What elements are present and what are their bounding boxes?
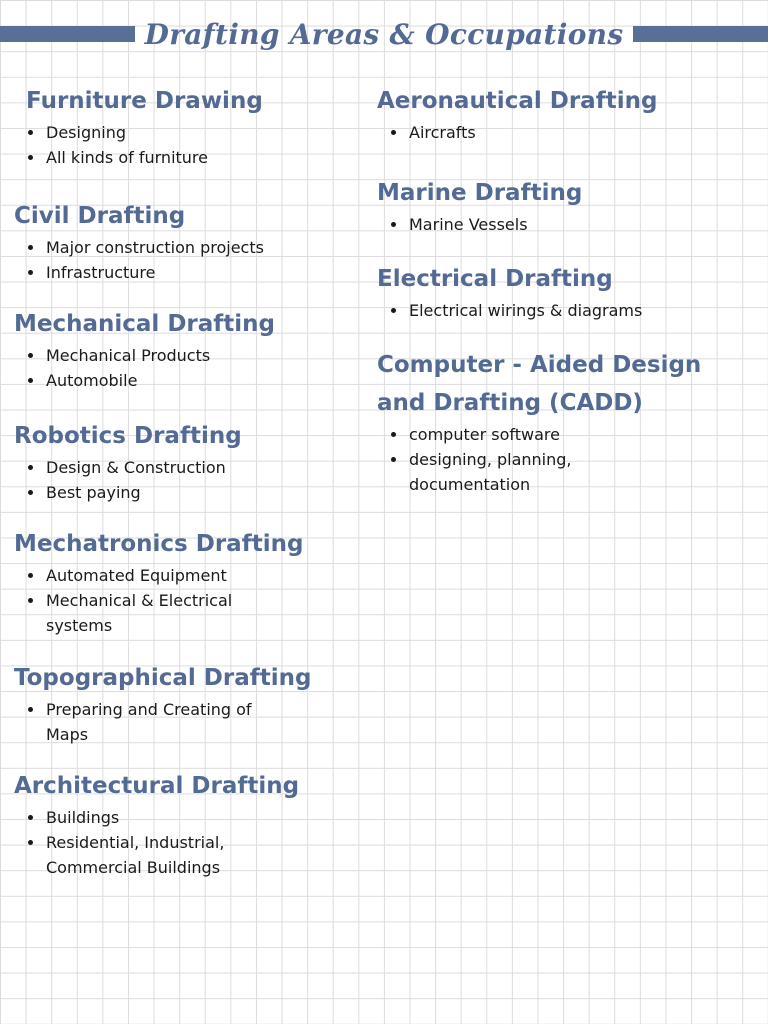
section-title-line-2: and Drafting (CADD) xyxy=(377,390,643,416)
list-item: Automated Equipment xyxy=(46,563,303,588)
section-list xyxy=(377,212,582,237)
section-marine-drafting xyxy=(377,174,582,237)
section-title: Electrical Drafting xyxy=(377,266,613,292)
list-item: Mechanical & Electrical xyxy=(46,588,303,613)
list-item: Electrical wirings & diagrams xyxy=(409,298,642,323)
section-mechatronics-drafting xyxy=(14,525,303,638)
section-robotics-drafting xyxy=(14,417,242,505)
list-item: Major construction projects xyxy=(46,235,264,260)
section-furniture-drawing xyxy=(26,82,263,170)
section-title: Aeronautical Drafting xyxy=(377,88,658,114)
list-item: Buildings xyxy=(46,805,299,830)
section-list xyxy=(377,120,657,145)
list-item: Design & Construction xyxy=(46,455,242,480)
list-item-continued: documentation xyxy=(409,475,531,494)
section-mechanical-drafting xyxy=(14,305,275,393)
list-item: Preparing and Creating of xyxy=(46,697,311,722)
section-title: Topographical Drafting xyxy=(14,665,312,691)
section-title: Robotics Drafting xyxy=(14,423,242,449)
list-item-continued: Maps xyxy=(46,725,89,744)
page-title: Drafting Areas & Occupations xyxy=(144,17,624,51)
list-item: Infrastructure xyxy=(46,260,264,285)
section-list xyxy=(14,455,242,505)
list-item: computer software xyxy=(409,422,701,447)
section-list xyxy=(14,235,264,285)
list-item-continued: Commercial Buildings xyxy=(46,858,221,877)
section-title: Mechatronics Drafting xyxy=(14,531,304,557)
section-title: Marine Drafting xyxy=(377,180,583,206)
section-topographical-drafting xyxy=(14,659,311,747)
header-bar-left xyxy=(0,26,135,42)
section-list xyxy=(14,343,275,393)
section-title: Architectural Drafting xyxy=(14,773,300,799)
section-title: Mechanical Drafting xyxy=(14,311,275,337)
list-item: Residential, Industrial, xyxy=(46,830,299,855)
section-list xyxy=(26,120,263,170)
list-item: Designing xyxy=(46,120,263,145)
list-item: Best paying xyxy=(46,480,242,505)
section-aeronautical-drafting xyxy=(377,82,657,145)
list-item: Marine Vessels xyxy=(409,212,582,237)
section-list xyxy=(14,563,303,638)
list-item-continued: systems xyxy=(46,616,113,635)
section-electrical-drafting xyxy=(377,260,642,323)
section-title: Furniture Drawing xyxy=(26,88,263,114)
section-list xyxy=(14,697,311,747)
header-bar-right xyxy=(633,26,768,42)
section-civil-drafting xyxy=(14,197,264,285)
page-header xyxy=(0,12,768,56)
list-item: All kinds of furniture xyxy=(46,145,263,170)
list-item: Mechanical Products xyxy=(46,343,275,368)
list-item: Aircrafts xyxy=(409,120,657,145)
section-list xyxy=(377,422,701,497)
section-list xyxy=(14,805,299,880)
list-item: designing, planning, xyxy=(409,447,701,472)
section-architectural-drafting xyxy=(14,767,299,880)
section-title: Civil Drafting xyxy=(14,203,186,229)
section-cadd xyxy=(377,346,701,497)
list-item: Automobile xyxy=(46,368,275,393)
section-list xyxy=(377,298,642,323)
section-title: Computer - Aided Design xyxy=(377,352,702,378)
